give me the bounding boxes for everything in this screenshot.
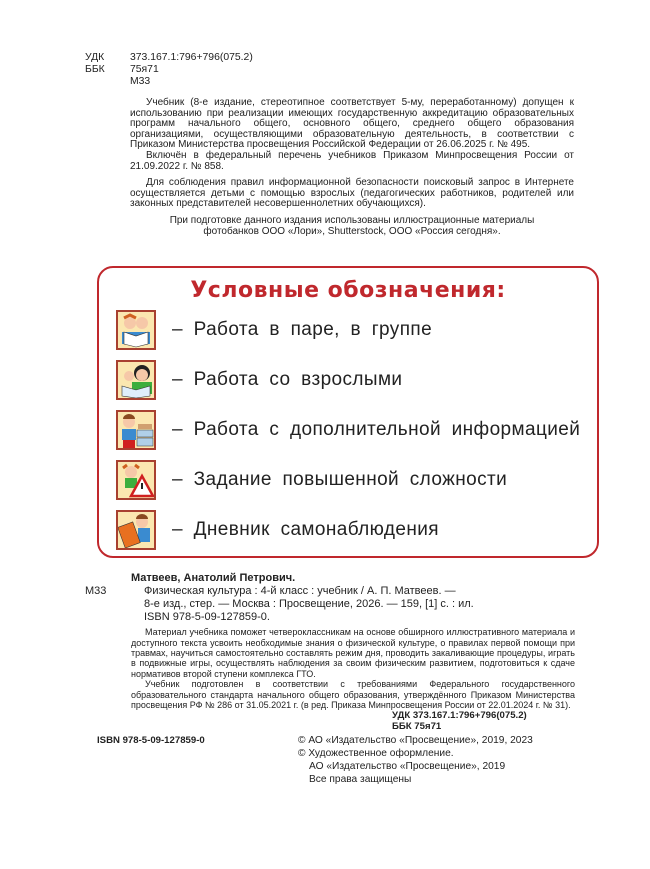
- bib-abstract: Материал учебника поможет четвероклассникам на основе обширного иллюстративного материала и доступного текста усвоить необходимые знания о физической культуре, о правилах первой помощи при травмах, научиться самостоятельно составлять режим дня, проводить закаливающие процедуры, играть в подвижные игры, осуществлять наблюдения за своим физическим развитием, подготовиться к сдаче нормативов второй ступени комплекса ГТО. Учебник подготовлен в соответствии с требованиями Федерального государственного образовательного стандарта начального общего образования, утверждённого Приказом Министерства просвещения РФ № 286 от 31.05.2021 г. (в ред. Приказа Минпросвещения России от 22.01.2024 г. № 31).: [131, 627, 575, 710]
- extra-info-icon: [116, 410, 156, 450]
- udk-label: УДК: [85, 52, 105, 63]
- udk-code: 373.167.1:796+796(075.2): [130, 52, 253, 63]
- legend-item: – Работа в паре, в группе: [116, 308, 432, 352]
- approval-paragraph: Учебник (8-е издание, стереотипное соответствует 5-му, переработанному) допущен к использованию при реализации имеющих государственную аккредитацию образовательных программ начального общего, основного общего, среднего общего образования организациями, осуществляющими образовательную деятельность, в соответствии с Приказом Министерства просвещения Российской Федерации от 26.06.2025 г. № 495.: [130, 97, 574, 151]
- diary-icon: [116, 510, 156, 550]
- bib-description: Физическая культура : 4-й класс : учебник / А. П. Матвеев. — 8-е изд., стер. — Москва : Просвещение, 2026. — 159, [1] с. : ил. ISBN 978-5-09-127859-0.: [144, 585, 474, 624]
- copyright-block: © АО «Издательство «Просвещение», 2019, 2023 © Художественное оформление. АО «Издательство «Просвещение», 2019 Все права защищены: [298, 735, 533, 786]
- bib-author: Матвеев, Анатолий Петрович.: [131, 572, 296, 585]
- footer-isbn: ISBN 978-5-09-127859-0: [97, 735, 205, 747]
- federal-list-paragraph: Включён в федеральный перечень учебников Приказом Минпросвещения России от 21.09.2022 г. № 858.: [130, 149, 574, 172]
- bib-mark: М33: [85, 585, 107, 598]
- bib-codes: УДК 373.167.1:796+796(075.2) ББК 75я71: [392, 710, 527, 733]
- legend-item: – Задание повышенной сложности: [116, 458, 507, 502]
- author-mark: М33: [130, 76, 151, 87]
- legend-item: – Работа со взрослыми: [116, 358, 402, 402]
- legend-item: – Работа с дополнительной информацией: [116, 408, 580, 452]
- adult-work-icon: [116, 360, 156, 400]
- footer: [0, 734, 650, 786]
- bib-entry: [85, 585, 650, 624]
- safety-text: Для соблюдения правил информационной безопасности поисковый запрос в Интернете осуществляется детьми с помощью взрослых (педагогических работников, родителей или законных представителей несовершеннолетних обучающихся).: [130, 177, 574, 210]
- pair-work-icon: [116, 310, 156, 350]
- approval-text: [130, 98, 574, 172]
- classification-codes: [85, 52, 650, 88]
- hard-task-icon: [116, 460, 156, 500]
- photo-credit: При подготовке данного издания использованы иллюстрационные материалы фотобанков ООО «Лори», Shutterstock, ООО «Россия сегодня».: [169, 214, 535, 237]
- legend-title: Условные обозначения:: [190, 278, 506, 304]
- legend-item: – Дневник самонаблюдения: [116, 508, 439, 552]
- legend-box: [97, 266, 599, 558]
- bbk-code: 75я71: [130, 64, 159, 75]
- bbk-label: ББК: [85, 64, 105, 75]
